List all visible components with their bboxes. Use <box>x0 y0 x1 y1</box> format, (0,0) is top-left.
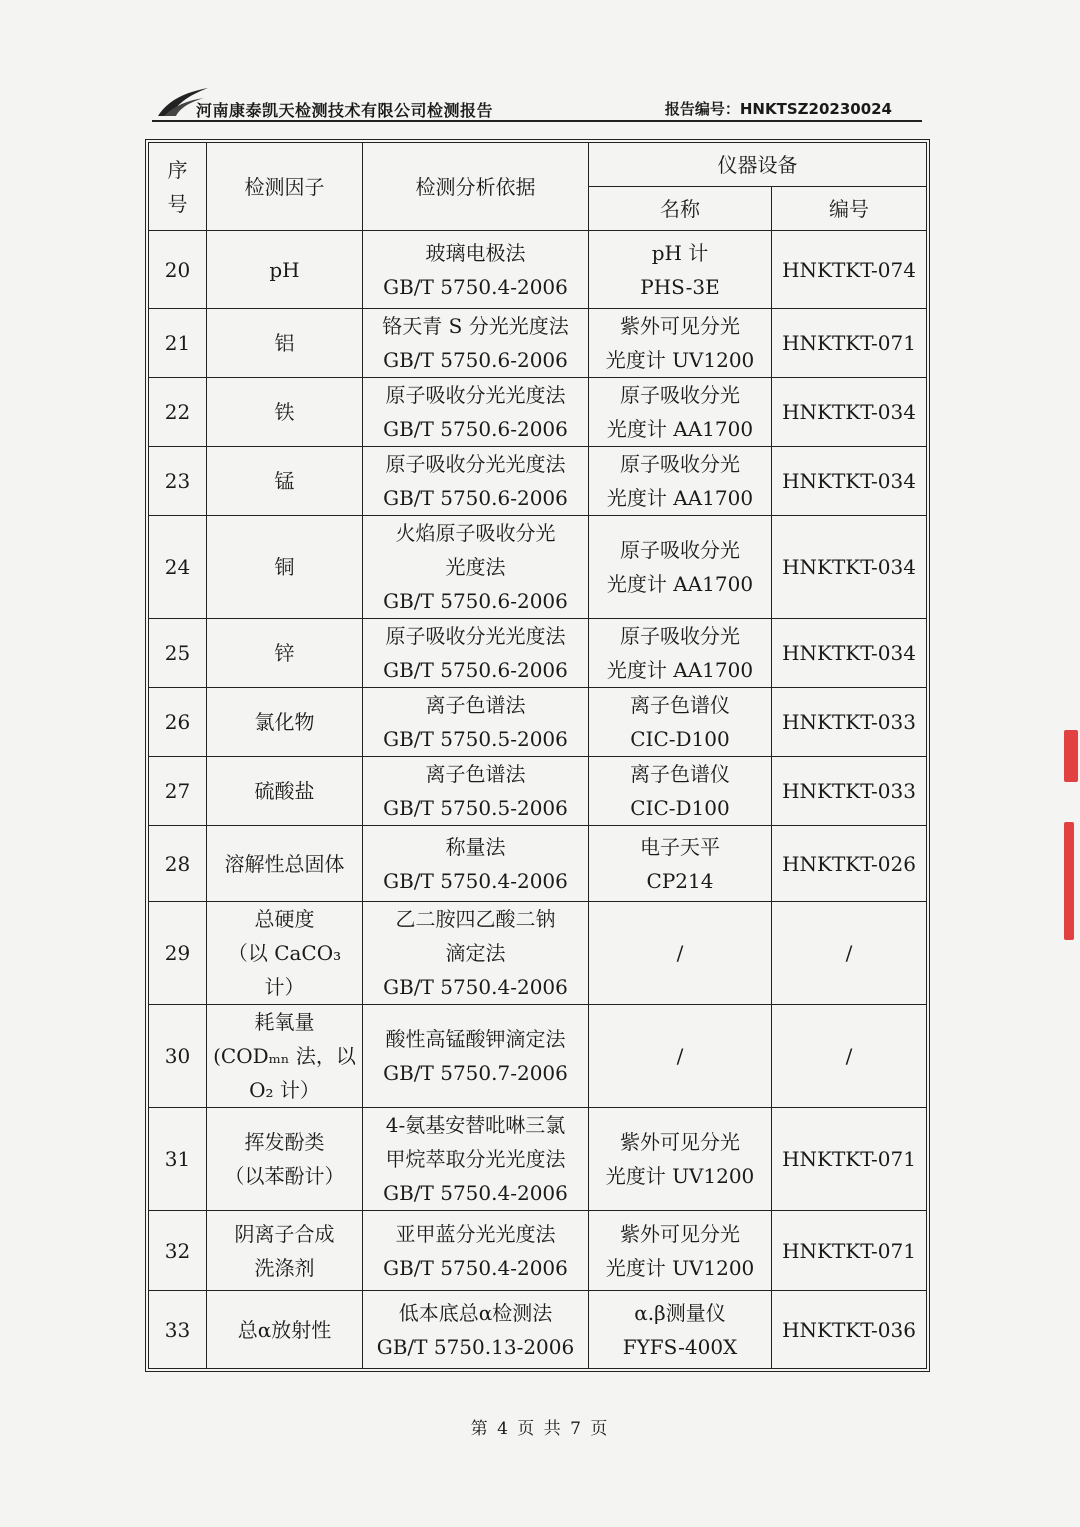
table-row <box>149 826 927 902</box>
table-row <box>149 1005 927 1108</box>
instrument-code-cell: HNKTKT-033 <box>772 757 927 826</box>
row-index: 29 <box>149 902 207 1005</box>
table-row <box>149 619 927 688</box>
row-index: 26 <box>149 688 207 757</box>
instrument-code-cell: HNKTKT-074 <box>772 231 927 309</box>
instrument-code-cell: HNKTKT-026 <box>772 826 927 902</box>
instrument-code-cell: HNKTKT-036 <box>772 1291 927 1369</box>
report-number: 报告编号：HNKTSZ20230024 <box>664 100 892 118</box>
method-cell: 称量法 GB/T 5750.4-2006 <box>363 826 589 902</box>
instrument-code-cell: / <box>772 1005 927 1108</box>
red-stamp-fragment <box>1064 822 1074 940</box>
instrument-name-cell: / <box>589 902 772 1005</box>
col-header-instrument: 仪器设备 <box>589 143 927 187</box>
table-row <box>149 757 927 826</box>
factor-cell: 铝 <box>207 309 363 378</box>
instrument-name-cell: 离子色谱仪 CIC-D100 <box>589 688 772 757</box>
method-cell: 4-氨基安替吡啉三氯 甲烷萃取分光光度法 GB/T 5750.4-2006 <box>363 1108 589 1211</box>
method-cell: 玻璃电极法 GB/T 5750.4-2006 <box>363 231 589 309</box>
table-row <box>149 902 927 1005</box>
factor-cell: 溶解性总固体 <box>207 826 363 902</box>
instrument-code-cell: HNKTKT-034 <box>772 619 927 688</box>
factor-cell: 硫酸盐 <box>207 757 363 826</box>
row-index: 31 <box>149 1108 207 1211</box>
row-index: 21 <box>149 309 207 378</box>
method-cell: 原子吸收分光光度法 GB/T 5750.6-2006 <box>363 619 589 688</box>
instrument-name-cell: / <box>589 1005 772 1108</box>
method-cell: 原子吸收分光光度法 GB/T 5750.6-2006 <box>363 378 589 447</box>
factor-cell: 铜 <box>207 516 363 619</box>
col-header-name: 名称 <box>589 187 772 231</box>
factor-cell: 总α放射性 <box>207 1291 363 1369</box>
instrument-name-cell: 原子吸收分光 光度计 AA1700 <box>589 516 772 619</box>
factor-cell: 总硬度 （以 CaCO₃ 计） <box>207 902 363 1005</box>
table-row <box>149 378 927 447</box>
company-title: 河南康泰凯天检测技术有限公司检测报告 <box>196 101 494 120</box>
instrument-name-cell: 紫外可见分光 光度计 UV1200 <box>589 1108 772 1211</box>
instrument-name-cell: 紫外可见分光 光度计 UV1200 <box>589 309 772 378</box>
instrument-name-cell: 电子天平 CP214 <box>589 826 772 902</box>
instrument-name-cell: α.β测量仪 FYFS-400X <box>589 1291 772 1369</box>
factor-cell: 锰 <box>207 447 363 516</box>
table-row <box>149 1211 927 1291</box>
row-index: 25 <box>149 619 207 688</box>
col-header-code: 编号 <box>772 187 927 231</box>
table-row <box>149 309 927 378</box>
col-header-factor: 检测因子 <box>207 143 363 231</box>
method-cell: 原子吸收分光光度法 GB/T 5750.6-2006 <box>363 447 589 516</box>
instrument-code-cell: HNKTKT-034 <box>772 516 927 619</box>
factor-cell: 阴离子合成 洗涤剂 <box>207 1211 363 1291</box>
method-cell: 火焰原子吸收分光 光度法 GB/T 5750.6-2006 <box>363 516 589 619</box>
instrument-name-cell: pH 计 PHS-3E <box>589 231 772 309</box>
header-row-1 <box>149 143 927 187</box>
table-row <box>149 688 927 757</box>
method-cell: 乙二胺四乙酸二钠 滴定法 GB/T 5750.4-2006 <box>363 902 589 1005</box>
table-row <box>149 516 927 619</box>
instrument-code-cell: HNKTKT-071 <box>772 1108 927 1211</box>
factor-cell: 锌 <box>207 619 363 688</box>
method-cell: 酸性高锰酸钾滴定法 GB/T 5750.7-2006 <box>363 1005 589 1108</box>
row-index: 32 <box>149 1211 207 1291</box>
method-cell: 亚甲蓝分光光度法 GB/T 5750.4-2006 <box>363 1211 589 1291</box>
factor-cell: 氯化物 <box>207 688 363 757</box>
row-index: 24 <box>149 516 207 619</box>
instrument-code-cell: HNKTKT-071 <box>772 309 927 378</box>
row-index: 30 <box>149 1005 207 1108</box>
instrument-name-cell: 离子色谱仪 CIC-D100 <box>589 757 772 826</box>
row-index: 23 <box>149 447 207 516</box>
page-footer: 第 4 页 共 7 页 <box>470 1419 610 1439</box>
instrument-name-cell: 紫外可见分光 光度计 UV1200 <box>589 1211 772 1291</box>
row-index: 22 <box>149 378 207 447</box>
row-index: 20 <box>149 231 207 309</box>
factor-cell: 耗氧量 (CODₘₙ 法，以 O₂ 计） <box>207 1005 363 1108</box>
col-header-index: 序 号 <box>149 143 207 231</box>
test-methods-table <box>148 142 927 1369</box>
instrument-code-cell: HNKTKT-033 <box>772 688 927 757</box>
instrument-code-cell: HNKTKT-071 <box>772 1211 927 1291</box>
table-row <box>149 447 927 516</box>
factor-cell: pH <box>207 231 363 309</box>
method-cell: 离子色谱法 GB/T 5750.5-2006 <box>363 688 589 757</box>
red-stamp-fragment <box>1064 730 1078 782</box>
instrument-name-cell: 原子吸收分光 光度计 AA1700 <box>589 447 772 516</box>
table-row <box>149 1108 927 1211</box>
table-row <box>149 231 927 309</box>
instrument-code-cell: / <box>772 902 927 1005</box>
row-index: 33 <box>149 1291 207 1369</box>
header-rule <box>152 120 922 122</box>
report-header <box>152 84 922 124</box>
method-cell: 低本底总α检测法 GB/T 5750.13-2006 <box>363 1291 589 1369</box>
instrument-name-cell: 原子吸收分光 光度计 AA1700 <box>589 619 772 688</box>
method-cell: 离子色谱法 GB/T 5750.5-2006 <box>363 757 589 826</box>
instrument-name-cell: 原子吸收分光 光度计 AA1700 <box>589 378 772 447</box>
instrument-code-cell: HNKTKT-034 <box>772 447 927 516</box>
table-row <box>149 1291 927 1369</box>
instrument-code-cell: HNKTKT-034 <box>772 378 927 447</box>
factor-cell: 挥发酚类 （以苯酚计） <box>207 1108 363 1211</box>
col-header-method: 检测分析依据 <box>363 143 589 231</box>
row-index: 27 <box>149 757 207 826</box>
row-index: 28 <box>149 826 207 902</box>
table-body <box>149 231 927 1369</box>
factor-cell: 铁 <box>207 378 363 447</box>
method-cell: 铬天青 S 分光光度法 GB/T 5750.6-2006 <box>363 309 589 378</box>
